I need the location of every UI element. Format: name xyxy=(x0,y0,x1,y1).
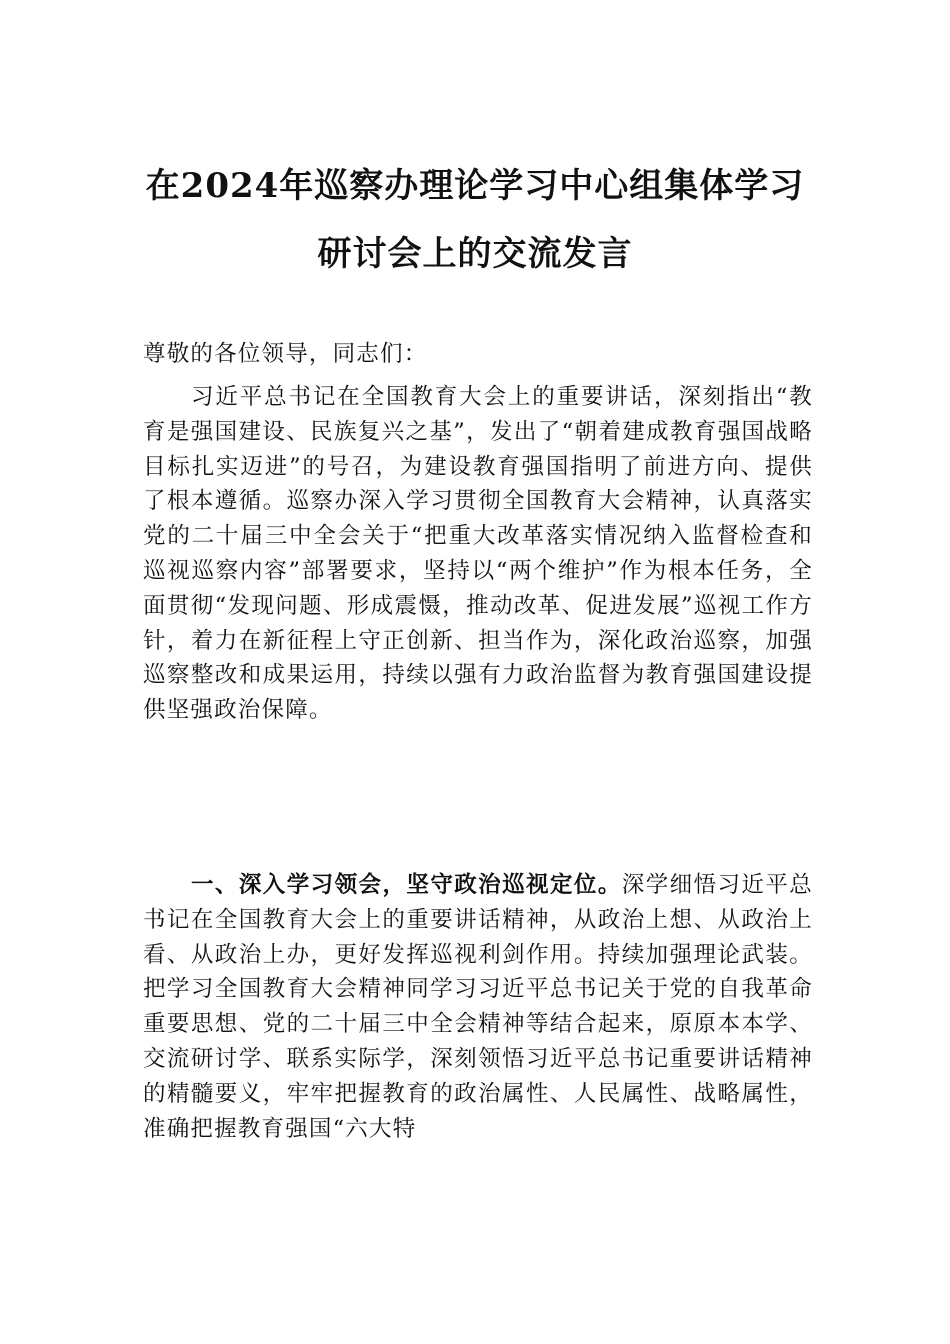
section-1-text: 深学细悟习近平总书记在全国教育大会上的重要讲话精神，从政治上想、从政治上看、从政治上办，更好发挥巡视利剑作用。持续加强理论武装。把学习全国教育大会精神同学习习近平总书记关于党的自我革命重要思想、党的二十届三中全会精神等结合起来，原原本本学、交流研讨学、联系实际学，深刻领悟习近平总书记重要讲话精神的精髓要义，牢牢把握教育的政治属性、人民属性、战略属性，准确把握教育强国“六大特 xyxy=(143,872,813,1142)
document-title-line-1: 在2024年巡察办理论学习中心组集体学习 xyxy=(145,166,805,206)
paragraph-section-1 xyxy=(143,868,813,1146)
document-title-line-2: 研讨会上的交流发言 xyxy=(317,234,633,274)
section-1-heading: 一、深入学习领会，坚守政治巡视定位。 xyxy=(191,872,622,898)
salutation: 尊敬的各位领导，同志们： xyxy=(143,341,428,367)
paragraph-intro: 习近平总书记在全国教育大会上的重要讲话，深刻指出“教育是强国建设、民族复兴之基”，发出了“朝着建成教育强国战略目标扎实迈进”的号召，为建设教育强国指明了前进方向、提供了根本遵循。巡察办深入学习贯彻全国教育大会精神，认真落实党的二十届三中全会关于“把重大改革落实情况纳入监督检查和巡视巡察内容”部署要求，坚持以“两个维护”作为根本任务，全面贯彻“发现问题、形成震慑，推动改革、促进发展”巡视工作方针，着力在新征程上守正创新、担当作为，深化政治巡察，加强巡察整改和成果运用，持续以强有力政治监督为教育强国建设提供坚强政治保障。 xyxy=(143,384,813,724)
